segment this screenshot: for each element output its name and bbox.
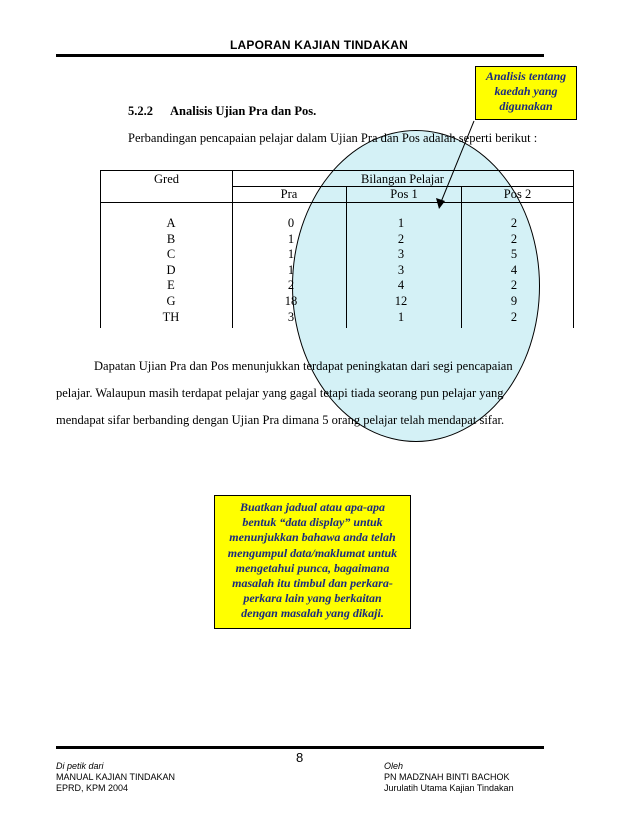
pos2-cell: 2 <box>510 309 518 324</box>
callout-data-display <box>214 495 411 629</box>
footer-line: Jurulatih Utama Kajian Tindakan <box>384 783 514 793</box>
paragraph-line: pelajar. Walaupun masih terdapat pelajar yang gagal tetapi tiada seorang pun pelajar yang <box>56 386 504 400</box>
grade-cell: TH <box>162 309 180 324</box>
column-header: Pos 2 <box>503 187 532 201</box>
pos1-cell: 1 <box>397 216 405 230</box>
pra-cell: 18 <box>284 293 298 308</box>
grade-cell: C <box>166 247 176 262</box>
pos2-cell: 2 <box>510 231 518 246</box>
callout-line: mengumpul data/maklumat untuk <box>227 545 398 560</box>
grade-cell: D <box>166 262 176 277</box>
paragraph-line: mendapat sifar berbanding dengan Ujian Pra dimana 5 orang pelajar telah mendapat sifar. <box>56 413 505 427</box>
pra-cell: 0 <box>287 216 295 230</box>
footer-line: MANUAL KAJIAN TINDAKAN <box>56 772 176 782</box>
callout-line: mengetahui punca, bagaimana <box>235 560 390 575</box>
pos2-cell: 2 <box>510 216 518 230</box>
callout-line: Analisis tentang <box>485 69 567 83</box>
callout-line: digunakan <box>499 99 553 114</box>
pra-cell: 1 <box>287 262 295 277</box>
footer-line: EPRD, KPM 2004 <box>56 783 129 793</box>
pos1-cell: 3 <box>397 262 405 277</box>
column-header: Pra <box>280 187 298 201</box>
pos1-cell: 3 <box>397 247 405 262</box>
footer-rule <box>56 746 544 749</box>
paragraph-line: Dapatan Ujian Pra dan Pos menunjukkan terdapat peningkatan dari segi pencapaian <box>94 359 513 373</box>
group-header: Bilangan Pelajar <box>361 172 444 186</box>
footer-line: PN MADZNAH BINTI BACHOK <box>384 772 510 782</box>
callout-line: kaedah yang <box>494 84 558 99</box>
document-header-title: LAPORAN KAJIAN TINDAKAN <box>230 38 408 52</box>
pra-cell: 2 <box>287 278 295 293</box>
section-number: 5.2.2 <box>128 104 153 118</box>
callout-line: Buatkan jadual atau apa-apa <box>239 500 386 514</box>
page-number: 8 <box>296 750 304 765</box>
grade-cell: E <box>167 278 175 293</box>
callout-line: menunjukkan bahawa anda telah <box>229 530 396 545</box>
footer-source <box>56 761 175 794</box>
callout-line: dengan masalah yang dikaji. <box>241 606 384 621</box>
pos1-cell: 1 <box>397 309 405 324</box>
pos2-cell: 4 <box>510 262 518 277</box>
callout-analysis-method <box>475 66 577 120</box>
footer-line: Di petik dari <box>56 761 104 771</box>
callout-line: masalah itu timbul dan perkara- <box>232 576 393 591</box>
pra-cell: 1 <box>287 231 295 246</box>
pos2-cell: 5 <box>510 247 518 262</box>
grade-cell: G <box>166 293 176 308</box>
pos2-cell: 2 <box>510 278 518 293</box>
callout-line: perkara lain yang berkaitan <box>243 591 382 606</box>
intro-text: Perbandingan pencapaian pelajar dalam Ujian Pra dan Pos adalah seperti berikut : <box>128 131 538 145</box>
pos1-cell: 12 <box>394 293 408 308</box>
pra-cell: 3 <box>287 309 295 324</box>
pos2-cell: 9 <box>510 293 518 308</box>
section-title: Analisis Ujian Pra dan Pos. <box>170 104 317 118</box>
pos1-cell: 2 <box>397 231 405 246</box>
column-header: Pos 1 <box>390 187 418 201</box>
footer-line: Oleh <box>384 761 404 771</box>
grade-header: Gred <box>154 172 179 186</box>
grade-cell: B <box>166 231 176 246</box>
footer-author <box>384 761 514 794</box>
pos1-cell: 4 <box>397 278 405 293</box>
callout-line: bentuk “data display” untuk <box>242 515 383 530</box>
pra-cell: 1 <box>287 247 295 262</box>
grade-cell: A <box>166 216 176 230</box>
